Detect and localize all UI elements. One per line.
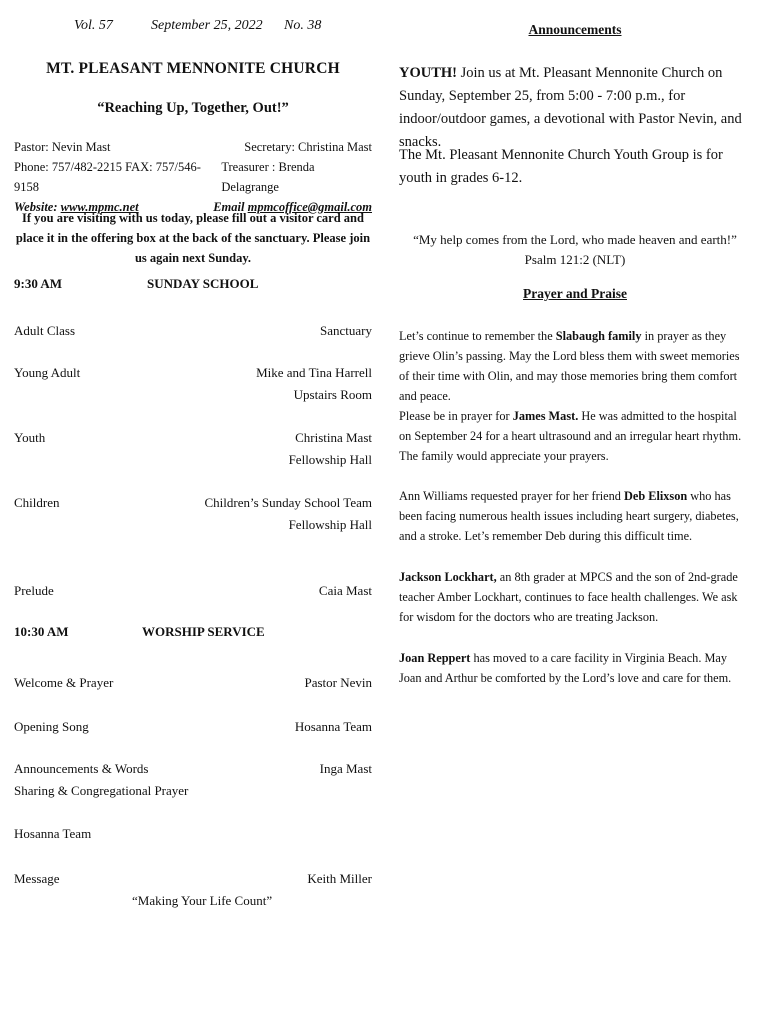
worship-label: Message: [14, 871, 60, 886]
prayer-item-lockhart: [399, 567, 751, 627]
prayer-name: James Mast.: [512, 409, 579, 423]
schedule-row-prelude: [14, 580, 372, 602]
prayer-text: in prayer as they grieve Olin’s passing. May the Lord bless them with sweet memories of their time with Olin, and may those memories bring them comfort and peace.: [399, 329, 740, 403]
secretary-info: Secretary: Christina Mast: [244, 140, 372, 154]
prayer-item-mast: [399, 406, 751, 466]
worship-value: Pastor Nevin: [304, 675, 372, 690]
website-link[interactable]: www.mpmc.net: [60, 200, 139, 214]
schedule-value: Christina Mast: [295, 430, 372, 445]
youth-text: Join us at Mt. Pleasant Mennonite Church on Sunday, September 25, from 5:00 - 7:00 p.m., for indoor/outdoor games, a devotional with Pastor Nevin, and snacks.: [399, 65, 742, 150]
issue-number: No. 38: [284, 18, 322, 33]
youth-bold: YOUTH!: [399, 65, 457, 81]
worship-row-announcements: [14, 758, 372, 802]
schedule-row-young-adult: [14, 362, 372, 406]
worship-value: Hosanna Team: [294, 719, 372, 734]
prayer-text: Ann Williams requested prayer for her friend: [399, 489, 624, 503]
worship-label: Welcome & Prayer: [14, 675, 114, 690]
schedule-row-youth: [14, 427, 372, 471]
church-name: MT. PLEASANT MENNONITE CHURCH: [46, 60, 340, 77]
pastor-info: Pastor: Nevin Mast: [14, 140, 111, 154]
prayer-text: Let’s continue to remember the: [399, 329, 556, 343]
schedule-row-children: [14, 492, 372, 536]
visitor-note: If you are visiting with us today, please fill out a visitor card and place it in the offering box at the back of the sanctuary. Please join us again next Sunday.: [15, 211, 371, 265]
website-label: Website:: [14, 200, 58, 214]
schedule-value: Sanctuary: [320, 323, 372, 338]
schedule-label: Children: [14, 495, 60, 510]
youth-group-note: The Mt. Pleasant Mennonite Church Youth Group is for youth in grades 6-12.: [399, 147, 723, 186]
prayer-text: Please be in prayer for: [399, 409, 513, 423]
schedule-label: Young Adult: [14, 365, 81, 380]
volume-number: Vol. 57: [74, 18, 113, 33]
youth-announcement: [399, 62, 751, 154]
schedule-label: Youth: [14, 430, 46, 445]
verse-reference: Psalm 121:2 (NLT): [524, 252, 626, 267]
worship-label: Opening Song: [14, 719, 89, 734]
worship-value: Keith Miller: [307, 871, 372, 886]
worship-label: Announcements & Words: [14, 761, 149, 776]
treasurer-info: Treasurer : Brenda Delagrange: [221, 160, 315, 194]
worship-value: Inga Mast: [319, 761, 372, 776]
scripture-verse: [399, 230, 751, 270]
worship-time: 10:30 AM: [14, 624, 69, 639]
message-title: “Making Your Life Count”: [132, 893, 273, 908]
schedule-location: Upstairs Room: [293, 387, 372, 402]
prayer-text: He was admitted to the hospital on September 24 for a heart ultrasound and an irregular heart rhythm. The family would appreciate your prayers.: [399, 409, 742, 463]
schedule-location: Fellowship Hall: [288, 517, 372, 532]
worship-row-hosanna: [14, 823, 372, 845]
prayer-text: an 8th grader at MPCS and the son of 2nd-grade teacher Amber Lockhart, continues to face health challenges. We ask for wisdom for the doctors who are treating Jackson.: [399, 570, 738, 624]
prayer-praise-heading: Prayer and Praise: [523, 286, 627, 301]
contact-block: [14, 137, 372, 217]
prayer-text: has moved to a care facility in Virginia Beach. May Joan and Arthur be comforted by the Lord’s love and care for them.: [399, 651, 732, 685]
schedule-value: Caia Mast: [318, 583, 372, 598]
sunday-school-time: 9:30 AM: [14, 276, 63, 291]
schedule-row-adult: [14, 320, 372, 342]
prayer-item-reppert: [399, 648, 751, 688]
prayer-name: Deb Elixson: [623, 489, 688, 503]
worship-hosanna: Hosanna Team: [14, 826, 92, 841]
prayer-text: who has been facing numerous health issues including heart surgery, diabetes, and a stroke. Let’s remember Deb during this difficult time.: [399, 489, 739, 543]
worship-row-message: [14, 868, 372, 912]
prayer-name: Jackson Lockhart,: [399, 570, 497, 584]
email-link[interactable]: mpmcoffice@gmail.com: [247, 200, 372, 214]
bulletin-date: September 25, 2022: [151, 18, 263, 33]
phone-fax-info: Phone: 757/482-2215 FAX: 757/546-9158: [14, 160, 201, 194]
prayer-item-elixson: [399, 486, 751, 546]
email-label: Email: [213, 200, 245, 214]
schedule-value: Mike and Tina Harrell: [256, 365, 372, 380]
prayer-name: Joan Reppert: [399, 651, 471, 665]
prayer-name: Slabaugh family: [555, 329, 642, 343]
verse-text: “My help comes from the Lord, who made heaven and earth!”: [413, 232, 737, 247]
schedule-label: Prelude: [14, 583, 54, 598]
worship-row-song: [14, 716, 372, 738]
schedule-value: Children’s Sunday School Team: [204, 495, 372, 510]
announcements-heading: Announcements: [528, 22, 622, 37]
worship-sharing: Sharing & Congregational Prayer: [14, 783, 189, 798]
schedule-location: Fellowship Hall: [288, 452, 372, 467]
church-motto: “Reaching Up, Together, Out!”: [97, 100, 289, 116]
sunday-school-heading: SUNDAY SCHOOL: [147, 276, 259, 291]
worship-row-welcome: [14, 672, 372, 694]
prayer-item-slabaugh: [399, 326, 751, 406]
worship-heading: WORSHIP SERVICE: [142, 624, 265, 639]
schedule-label: Adult Class: [14, 323, 76, 338]
